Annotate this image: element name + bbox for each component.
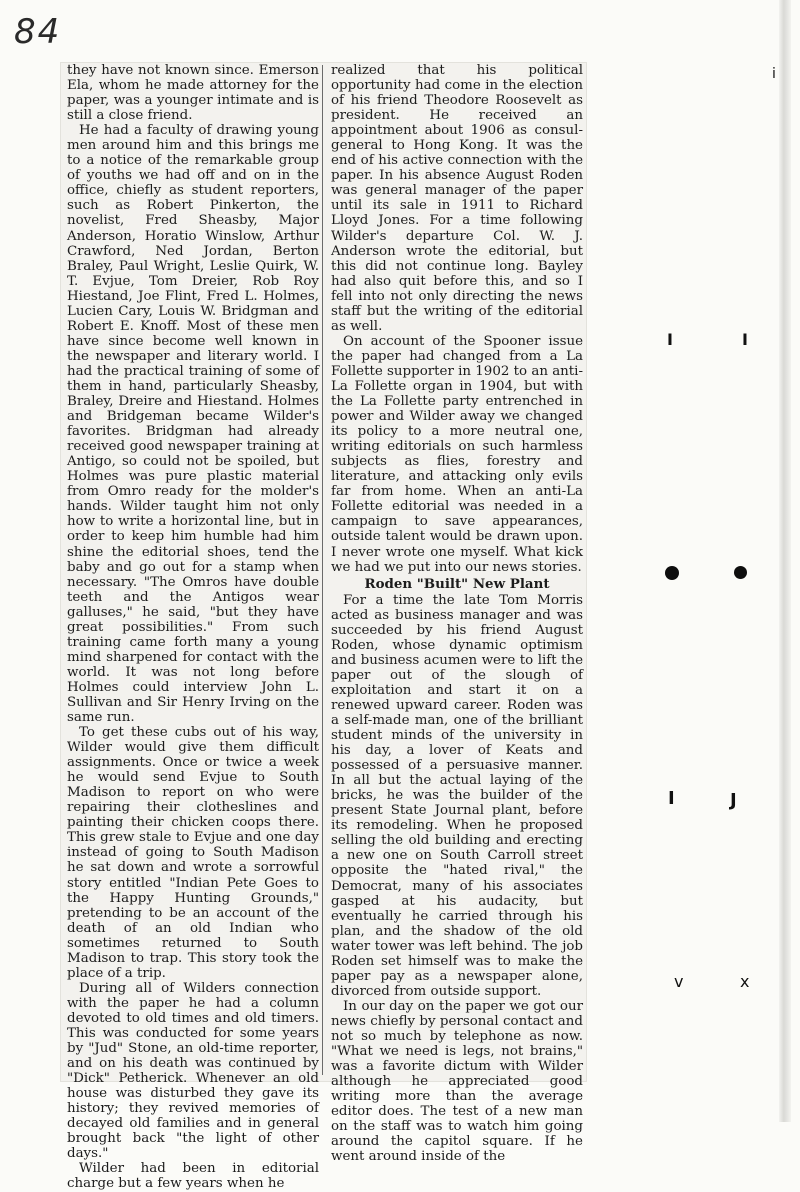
margin-mark: I [667, 330, 673, 349]
paragraph: For a time the late Tom Morris acted as business manager and was succeeded by his friend August Roden, whose dynamic optimism and business acumen were to lift the paper out of the slough of exploitation and start it on a renewed upward career. Roden was a self-made man, one of the brilliant student minds of the university in his day, a lover of Keats and possessed of a persuasive manner. In all but the actual laying of the bricks, he was the builder of the present State Journal plant, before its remodeling. When he proposed selling the old building and erecting a new one on South Carroll street opposite the "hated rival," the Democrat, many of his associates gasped at his audacity, but eventually he carried through his plan, and the shadow of the old water tower was left behind. The job Roden set himself was to make the paper pay as a newspaper alone, divorced from outside support. [331, 592, 583, 999]
newspaper-clipping [60, 62, 587, 1192]
left-column [67, 63, 319, 1192]
column-divider [322, 65, 323, 1075]
paragraph: realized that his political opportunity had come in the election of his friend Theodore Roosevelt as president. He received an appointment about 1906 as consul-general to Hong Kong. It was the end of his active connection with the paper. In his absence August Roden was general manager of the paper until its sale in 1911 to Richard Lloyd Jones. For a time following Wilder's departure Col. W. J. Anderson wrote the editorial, but this did not continue long. Bayley had also quit before this, and so I fell into not only directing the news staff but the writing of the editorial as well. [331, 63, 583, 334]
page-number: 84 [14, 12, 62, 52]
right-column [331, 63, 583, 1165]
paragraph: Wilder had been in editorial charge but a few years when he [67, 1161, 319, 1192]
punch-hole-mark [665, 566, 679, 580]
punch-hole-mark [734, 566, 747, 579]
paragraph: In our day on the paper we got our news chiefly by personal contact and not so much by telephone as now. "What we need is legs, not brains," was a favorite dictum with Wilder although he appreciated good writing more than the average editor does. The test of a new man on the staff was to watch him going around the capitol square. If he went around inside of the [331, 998, 583, 1165]
paragraph: To get these cubs out of his way, Wilder would give them difficult assignments. Once or twice a week he would send Evjue to South Madison to report on who were repairing their clotheslines and painting their chicken coops there. This grew stale to Evjue and one day instead of going to South Madison he sat down and wrote a sorrowful story entitled "Indian Pete Goes to the Happy Hunting Grounds," pretending to be an account of the death of an old Indian who sometimes returned to South Madison to trap. This story took the place of a trip. [67, 725, 319, 981]
paragraph: During all of Wilders connection with the paper he had a column devoted to old times and old timers. This was conducted for some years by "Jud" Stone, an old-time reporter, and on his death was continued by "Dick" Petherick. Whenever an old house was disturbed they gave its history; they revived memories of decayed old families and in general brought back "the light of other days." [67, 980, 319, 1162]
margin-mark: I [742, 330, 748, 349]
margin-mark: I [668, 788, 675, 809]
paragraph: He had a faculty of drawing young men around him and this brings me to a notice of the remarkable group of youths we had off and on in the office, chiefly as student reporters, such as Robert Pinkerton, the novelist, Fred Sheasby, Major Anderson, Horatio Winslow, Arthur Crawford, Ned Jordan, Berton Braley, Paul Wright, Leslie Quirk, W. T. Evjue, Tom Dreier, Rob Roy Hiestand, Joe Flint, Fred L. Holmes, Lucien Cary, Louis W. Bridgman and Robert E. Knoff. Most of these men have since become well known in the newspaper and literary world. I had the practical training of some of them in hand, particularly Sheasby, Braley, Dreire and Hiestand. Holmes and Bridgeman became Wilder's favorites. Bridgman had already received good newspaper training at Antigo, so could not be spoiled, but Holmes was pure plastic material from Omro ready for the molder's hands. Wilder taught him not only how to write a horizontal line, but in order to keep him humble had him shine the editorial shoes, tend the baby and go out for a stamp when necessary. "The Omros have double teeth and the Antigos wear galluses," he said, "but they have great possibilities." From such training came forth many a young mind sharpened for contact with the world. It was not long before Holmes could interview John L. Sullivan and Sir Henry Irving on the same run. [67, 123, 319, 726]
paragraph: they have not known since. Emerson Ela, whom he made attorney for the paper, was a younger intimate and is still a close friend. [67, 63, 319, 124]
margin-mark: v [674, 972, 684, 991]
margin-mark: J [730, 790, 737, 811]
paragraph: On account of the Spooner issue the paper had changed from a La Follette supporter in 1902 to an anti-La Follette organ in 1904, but with the La Follette party entrenched in power and Wilder away we changed its policy to a more neutral one, writing editorials on such harmless subjects as flies, forestry and literature, and attacking only evils far from home. When an anti-La Follette editorial was needed in a campaign to save appearances, outside talent would be drawn upon. I never wrote one myself. What kick we had we put into our news stories. [331, 333, 583, 575]
subheading: Roden "Built" New Plant [364, 575, 550, 592]
margin-mark: i [772, 66, 776, 82]
margin-mark: x [740, 972, 750, 991]
scan-edge-rule [779, 0, 791, 1122]
